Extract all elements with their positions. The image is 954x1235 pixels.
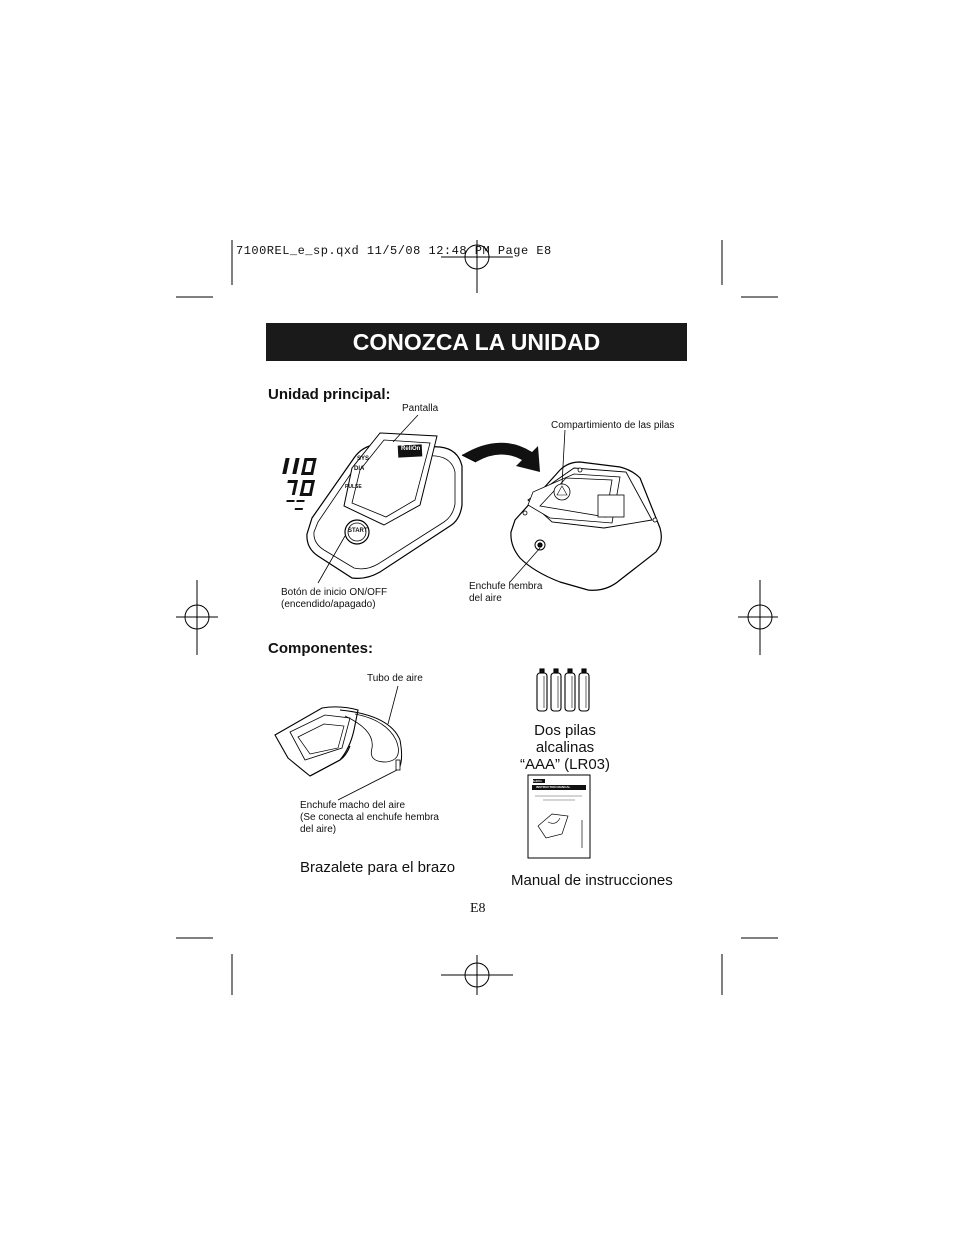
display-sys-label: SYS [357,456,370,462]
label-air-tube: Tubo de aire [367,673,423,684]
slug-line: 7100REL_e_sp.qxd 11/5/08 12:48 PM Page E8 [236,244,552,258]
label-pantalla: Pantalla [402,403,439,414]
page-number: E8 [470,901,486,916]
label-batteries-line1: Dos pilas alcalinas [534,722,596,756]
start-button-label: START [348,528,368,534]
display-pulse-label: PULSE [345,484,362,490]
page-title: CONOZCA LA UNIDAD [266,323,687,361]
components-heading: Componentes: [268,640,373,657]
label-air-jack [469,581,542,605]
label-batteries [503,722,627,773]
label-air-plug-line3: del aire) [300,824,337,835]
label-battery-compartment: Compartimiento de las pilas [551,420,675,431]
label-start-button [281,587,387,611]
label-air-jack-line1: Enchufe hembra [469,581,543,592]
cuff-illustration [275,686,402,800]
manual-cover-brand: ReliOn [532,779,542,783]
label-air-plug [300,800,439,836]
display-dia-label: DIA [354,466,365,472]
main-unit-heading: Unidad principal: [268,386,391,403]
label-air-jack-line2: del aire [469,593,502,604]
monitor-front-illustration [282,415,462,583]
batteries-illustration [537,669,589,711]
label-manual: Manual de instrucciones [511,872,673,889]
label-air-plug-line1: Enchufe macho del aire [300,800,406,811]
manual-cover-band: INSTRUCTION MANUAL [536,785,571,789]
label-batteries-line2: “AAA” (LR03) [519,756,611,773]
display-brand-logo: ReliOn [401,446,421,452]
label-cuff: Brazalete para el brazo [300,859,456,876]
arrow-icon [462,443,540,472]
label-start-button-line2: (encendido/apagado) [281,599,376,610]
label-start-button-line1: Botón de inicio ON/OFF [281,587,388,598]
label-air-plug-line2: (Se conecta al enchufe hembra [300,812,439,823]
